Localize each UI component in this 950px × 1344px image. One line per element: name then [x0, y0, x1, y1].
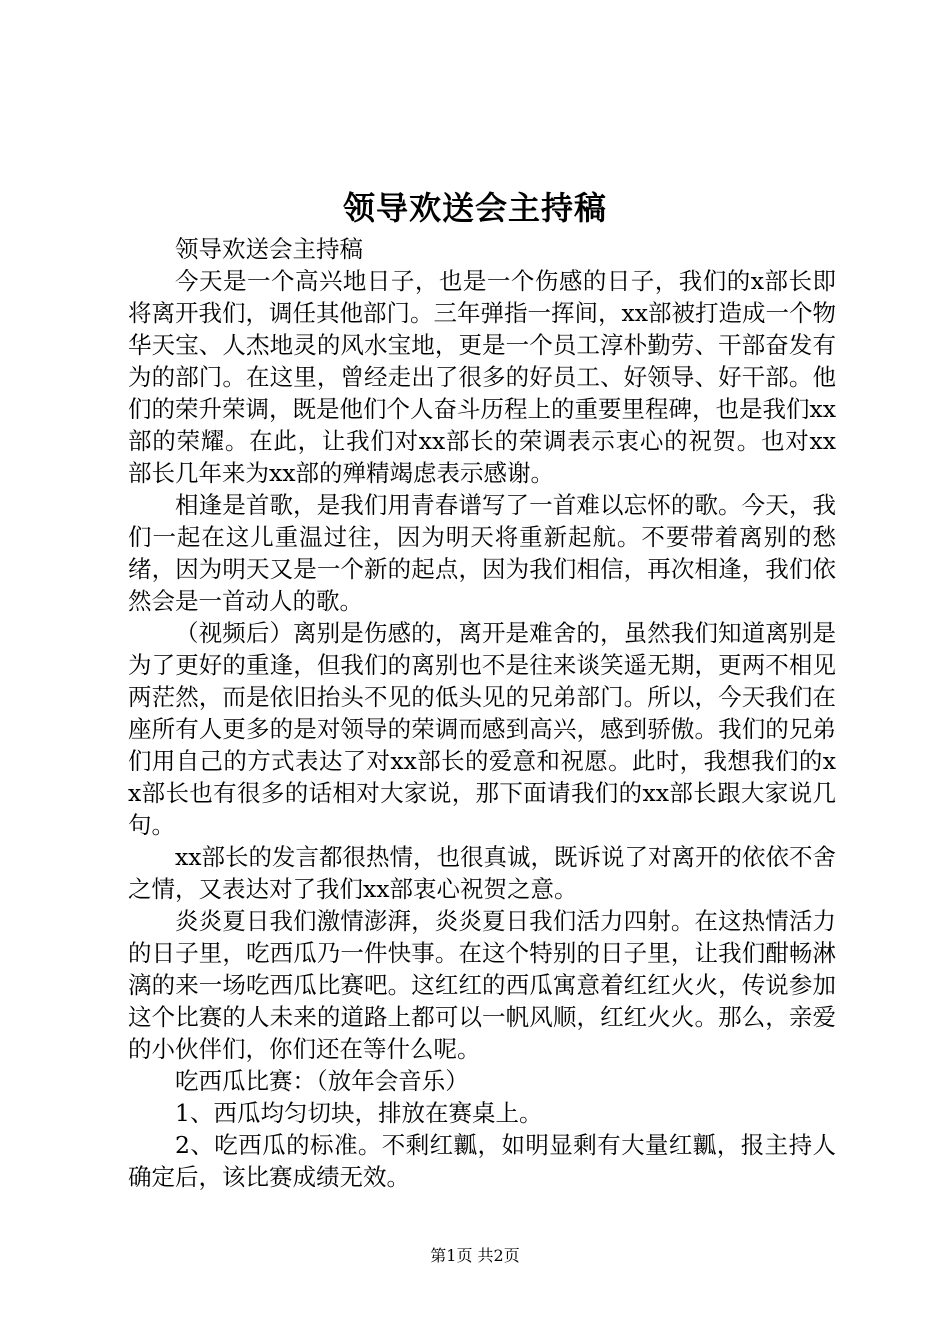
- document-body: [128, 233, 836, 1193]
- paragraph-rule-2: 2、吃西瓜的标准。不剩红瓤，如明显剩有大量红瓤，报主持人确定后，该比赛成绩无效。: [128, 1131, 836, 1191]
- paragraph-speech-summary: xx部长的发言都很热情，也很真诚，既诉说了对离开的依依不舍之情，又表达对了我们xx部衷心祝贺之意。: [128, 843, 837, 903]
- document-title: 领导欢送会主持稿: [342, 189, 607, 227]
- paragraph-contest-heading: 吃西瓜比赛：（放年会音乐）: [175, 1067, 469, 1095]
- paragraph-after-video: （视频后）离别是伤感的，离开是难舍的，虽然我们知道离别是为了更好的重逢，但我们的离别也不是往来谈笑遥无期，更两不相见两茫然，而是依旧抬头不见的低头见的兄弟部门。所以，今天我们在座所有人更多的是对领导的荣调而感到高兴，感到骄傲。我们的兄弟们用自己的方式表达了对xx部长的爱意和祝愿。此时，我想我们的xx部长也有很多的话相对大家说，那下面请我们的xx部长跟大家说几句。: [128, 619, 836, 839]
- paragraph-rule-1: 1、西瓜均匀切块，排放在赛桌上。: [175, 1099, 543, 1127]
- paragraph-song: 相逢是首歌，是我们用青春谱写了一首难以忘怀的歌。今天，我们一起在这儿重温过往，因为明天将重新起航。不要带着离别的愁绪，因为明天又是一个新的起点，因为我们相信，再次相逢，我们依然会是一首动人的歌。: [128, 491, 836, 615]
- paragraph-subtitle: 领导欢送会主持稿: [175, 235, 363, 263]
- paragraph-watermelon-intro: 炎炎夏日我们激情澎湃，炎炎夏日我们活力四射。在这热情活力的日子里，吃西瓜乃一件快事。在这个特别的日子里，让我们酣畅淋漓的来一场吃西瓜比赛吧。这红红的西瓜寓意着红红火火，传说参加这个比赛的人未来的道路上都可以一帆风顺，红红火火。那么，亲爱的小伙伴们，你们还在等什么呢。: [128, 907, 836, 1063]
- page-footer: 第1页 共2页: [430, 1246, 520, 1265]
- paragraph-opening: 今天是一个高兴地日子，也是一个伤感的日子，我们的x部长即将离开我们，调任其他部门。三年弹指一挥间，xx部被打造成一个物华天宝、人杰地灵的风水宝地，更是一个员工淳朴勤劳、干部奋发有为的部门。在这里，曾经走出了很多的好员工、好领导、好干部。他们的荣升荣调，既是他们个人奋斗历程上的重要里程碑，也是我们xx部的荣耀。在此，让我们对xx部长的荣调表示衷心的祝贺。也对xx部长几年来为xx部的殚精竭虑表示感谢。: [128, 267, 837, 487]
